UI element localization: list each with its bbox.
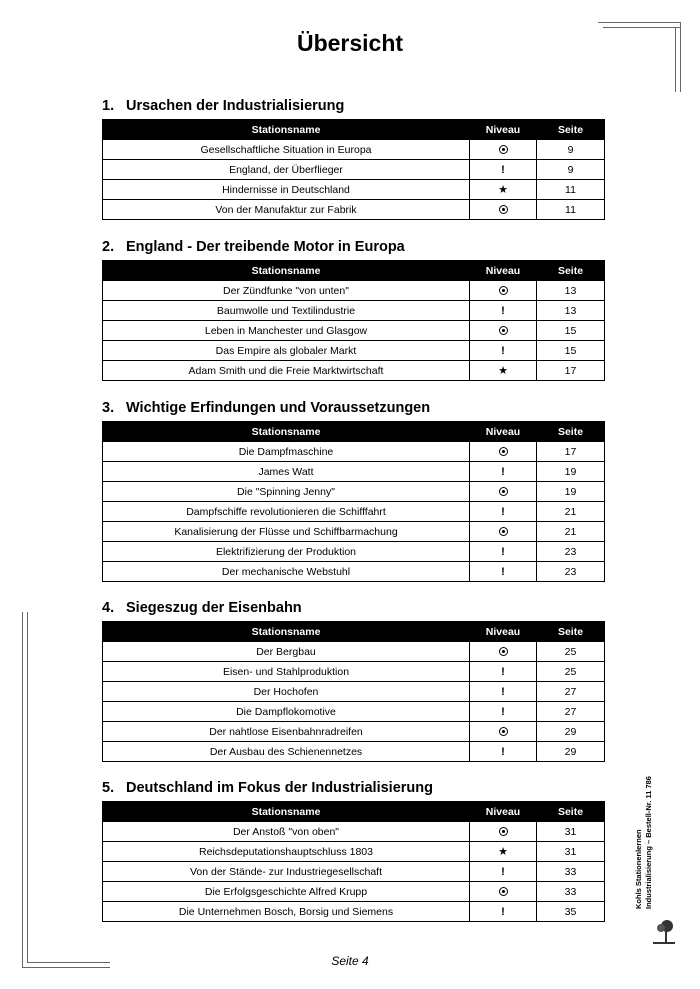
station-name: Die Erfolgsgeschichte Alfred Krupp xyxy=(103,882,470,902)
section-3 xyxy=(102,399,604,582)
section-title: Deutschland im Fokus der Industrialisierung xyxy=(126,780,433,796)
kohl-verlag-logo xyxy=(651,918,677,946)
station-page: 23 xyxy=(537,562,605,582)
header-niveau: Niveau xyxy=(470,422,537,442)
station-name: Der Hochofen xyxy=(103,682,470,702)
section-1 xyxy=(102,97,604,220)
station-level xyxy=(470,842,537,862)
station-level xyxy=(470,542,537,562)
table-row xyxy=(103,542,605,562)
station-level xyxy=(470,722,537,742)
publisher-logo-icon xyxy=(651,918,677,946)
station-level xyxy=(470,862,537,882)
station-page: 29 xyxy=(537,742,605,762)
station-level xyxy=(470,902,537,922)
station-level xyxy=(470,180,537,200)
station-level xyxy=(470,140,537,160)
table-row xyxy=(103,742,605,762)
station-level xyxy=(470,462,537,482)
exclamation-icon: ! xyxy=(501,505,505,518)
section-heading xyxy=(102,238,604,260)
table-row xyxy=(103,341,605,361)
station-name: Eisen- und Stahlproduktion xyxy=(103,662,470,682)
exclamation-icon: ! xyxy=(501,344,505,357)
station-level xyxy=(470,482,537,502)
header-stationsname: Stationsname xyxy=(103,261,470,281)
section-number: 4. xyxy=(102,600,115,616)
station-name: Kanalisierung der Flüsse und Schiffbarmachung xyxy=(103,522,470,542)
exclamation-icon: ! xyxy=(501,665,505,678)
station-name: Elektrifizierung der Produktion xyxy=(103,542,470,562)
station-name: Die "Spinning Jenny" xyxy=(103,482,470,502)
section-2 xyxy=(102,238,604,381)
station-page: 25 xyxy=(537,662,605,682)
table-row xyxy=(103,662,605,682)
target-icon xyxy=(499,647,508,656)
station-page: 23 xyxy=(537,542,605,562)
star-icon: ★ xyxy=(498,365,508,377)
station-page: 11 xyxy=(537,200,605,220)
station-level xyxy=(470,562,537,582)
station-name: Der Bergbau xyxy=(103,642,470,662)
station-page: 35 xyxy=(537,902,605,922)
station-name: Adam Smith und die Freie Marktwirtschaft xyxy=(103,361,470,381)
station-table xyxy=(102,421,605,582)
station-table xyxy=(102,260,605,381)
table-row xyxy=(103,361,605,381)
station-page: 13 xyxy=(537,301,605,321)
station-page: 17 xyxy=(537,442,605,462)
station-level xyxy=(470,341,537,361)
station-name: Der Zündfunke "von unten" xyxy=(103,281,470,301)
table-row xyxy=(103,482,605,502)
section-number: 3. xyxy=(102,400,115,416)
table-row xyxy=(103,822,605,842)
section-title: Ursachen der Industrialisierung xyxy=(126,98,345,114)
station-level xyxy=(470,321,537,341)
station-name: Der nahtlose Eisenbahnradreifen xyxy=(103,722,470,742)
station-name: England, der Überflieger xyxy=(103,160,470,180)
section-title: England - Der treibende Motor in Europa xyxy=(126,239,405,255)
station-level xyxy=(470,442,537,462)
section-heading xyxy=(102,399,604,421)
station-name: Gesellschaftliche Situation in Europa xyxy=(103,140,470,160)
target-icon xyxy=(499,887,508,896)
station-level xyxy=(470,522,537,542)
station-level xyxy=(470,200,537,220)
station-level xyxy=(470,301,537,321)
station-page: 21 xyxy=(537,502,605,522)
station-name: Leben in Manchester und Glasgow xyxy=(103,321,470,341)
table-row xyxy=(103,682,605,702)
star-icon: ★ xyxy=(498,184,508,196)
header-niveau: Niveau xyxy=(470,120,537,140)
target-icon xyxy=(499,447,508,456)
table-row xyxy=(103,522,605,542)
station-page: 19 xyxy=(537,482,605,502)
table-row xyxy=(103,462,605,482)
station-level xyxy=(470,361,537,381)
table-row xyxy=(103,642,605,662)
table-header-row xyxy=(103,802,605,822)
station-level xyxy=(470,502,537,522)
station-page: 25 xyxy=(537,642,605,662)
header-stationsname: Stationsname xyxy=(103,622,470,642)
table-row xyxy=(103,702,605,722)
table-header-row xyxy=(103,120,605,140)
station-page: 17 xyxy=(537,361,605,381)
target-icon xyxy=(499,205,508,214)
station-table xyxy=(102,801,605,922)
header-niveau: Niveau xyxy=(470,622,537,642)
station-page: 19 xyxy=(537,462,605,482)
table-row xyxy=(103,301,605,321)
target-icon xyxy=(499,727,508,736)
star-icon: ★ xyxy=(498,846,508,858)
table-row xyxy=(103,502,605,522)
station-level xyxy=(470,882,537,902)
station-page: 15 xyxy=(537,341,605,361)
station-level xyxy=(470,682,537,702)
table-row xyxy=(103,882,605,902)
station-name: Dampfschiffe revolutionieren die Schifffahrt xyxy=(103,502,470,522)
station-name: Der Ausbau des Schienennetzes xyxy=(103,742,470,762)
station-table xyxy=(102,621,605,762)
target-icon xyxy=(499,827,508,836)
side-imprint-line2: Industrialisierung – Bestell-Nr. 11 786 xyxy=(644,776,653,909)
header-niveau: Niveau xyxy=(470,261,537,281)
table-row xyxy=(103,321,605,341)
station-page: 33 xyxy=(537,862,605,882)
station-name: Hindernisse in Deutschland xyxy=(103,180,470,200)
target-icon xyxy=(499,145,508,154)
frame-corner-bottom-left-inner xyxy=(27,612,28,962)
station-page: 27 xyxy=(537,682,605,702)
table-row xyxy=(103,281,605,301)
exclamation-icon: ! xyxy=(501,745,505,758)
frame-corner-top-right xyxy=(598,22,680,23)
table-header-row xyxy=(103,261,605,281)
section-heading xyxy=(102,97,604,119)
station-name: Baumwolle und Textilindustrie xyxy=(103,301,470,321)
station-level xyxy=(470,281,537,301)
header-seite: Seite xyxy=(537,120,605,140)
side-imprint-line1: Kohls Stationenlernen xyxy=(634,829,643,909)
header-seite: Seite xyxy=(537,622,605,642)
exclamation-icon: ! xyxy=(501,705,505,718)
exclamation-icon: ! xyxy=(501,865,505,878)
header-niveau: Niveau xyxy=(470,802,537,822)
table-header-row xyxy=(103,622,605,642)
table-row xyxy=(103,200,605,220)
target-icon xyxy=(499,527,508,536)
station-name: Von der Stände- zur Industriegesellschaft xyxy=(103,862,470,882)
station-level xyxy=(470,662,537,682)
target-icon xyxy=(499,286,508,295)
exclamation-icon: ! xyxy=(501,905,505,918)
frame-corner-top-right-inner xyxy=(603,27,680,28)
station-page: 13 xyxy=(537,281,605,301)
section-4 xyxy=(102,599,604,762)
header-seite: Seite xyxy=(537,802,605,822)
header-stationsname: Stationsname xyxy=(103,802,470,822)
station-page: 21 xyxy=(537,522,605,542)
station-page: 11 xyxy=(537,180,605,200)
station-name: Die Unternehmen Bosch, Borsig und Siemens xyxy=(103,902,470,922)
header-stationsname: Stationsname xyxy=(103,120,470,140)
table-row xyxy=(103,862,605,882)
section-title: Wichtige Erfindungen und Voraussetzungen xyxy=(126,400,431,416)
target-icon xyxy=(499,487,508,496)
exclamation-icon: ! xyxy=(501,545,505,558)
station-level xyxy=(470,822,537,842)
table-row xyxy=(103,902,605,922)
table-row xyxy=(103,442,605,462)
section-heading xyxy=(102,779,604,801)
target-icon xyxy=(499,326,508,335)
section-number: 1. xyxy=(102,98,115,114)
station-name: Der Anstoß "von oben" xyxy=(103,822,470,842)
station-name: James Watt xyxy=(103,462,470,482)
station-level xyxy=(470,642,537,662)
section-5 xyxy=(102,779,604,922)
header-stationsname: Stationsname xyxy=(103,422,470,442)
table-row xyxy=(103,140,605,160)
section-heading xyxy=(102,599,604,621)
station-name: Reichsdeputationshauptschluss 1803 xyxy=(103,842,470,862)
station-page: 9 xyxy=(537,160,605,180)
header-seite: Seite xyxy=(537,261,605,281)
station-name: Das Empire als globaler Markt xyxy=(103,341,470,361)
section-number: 5. xyxy=(102,780,115,796)
page-title: Übersicht xyxy=(296,30,404,56)
station-page: 29 xyxy=(537,722,605,742)
table-row xyxy=(103,180,605,200)
station-page: 31 xyxy=(537,842,605,862)
station-page: 27 xyxy=(537,702,605,722)
station-name: Von der Manufaktur zur Fabrik xyxy=(103,200,470,220)
table-row xyxy=(103,842,605,862)
station-page: 15 xyxy=(537,321,605,341)
exclamation-icon: ! xyxy=(501,685,505,698)
station-page: 9 xyxy=(537,140,605,160)
table-header-row xyxy=(103,422,605,442)
station-level xyxy=(470,702,537,722)
station-table xyxy=(102,119,605,220)
station-name: Die Dampflokomotive xyxy=(103,702,470,722)
table-row xyxy=(103,562,605,582)
station-name: Der mechanische Webstuhl xyxy=(103,562,470,582)
table-row xyxy=(103,160,605,180)
station-page: 33 xyxy=(537,882,605,902)
station-page: 31 xyxy=(537,822,605,842)
exclamation-icon: ! xyxy=(501,465,505,478)
header-seite: Seite xyxy=(537,422,605,442)
station-level xyxy=(470,160,537,180)
side-imprint xyxy=(634,659,654,909)
table-row xyxy=(103,722,605,742)
frame-corner-bottom-left xyxy=(22,612,23,967)
section-title: Siegeszug der Eisenbahn xyxy=(126,600,302,616)
page-number: Seite 4 xyxy=(331,954,369,968)
station-level xyxy=(470,742,537,762)
exclamation-icon: ! xyxy=(501,304,505,317)
station-name: Die Dampfmaschine xyxy=(103,442,470,462)
exclamation-icon: ! xyxy=(501,565,505,578)
exclamation-icon: ! xyxy=(501,163,505,176)
section-number: 2. xyxy=(102,239,115,255)
